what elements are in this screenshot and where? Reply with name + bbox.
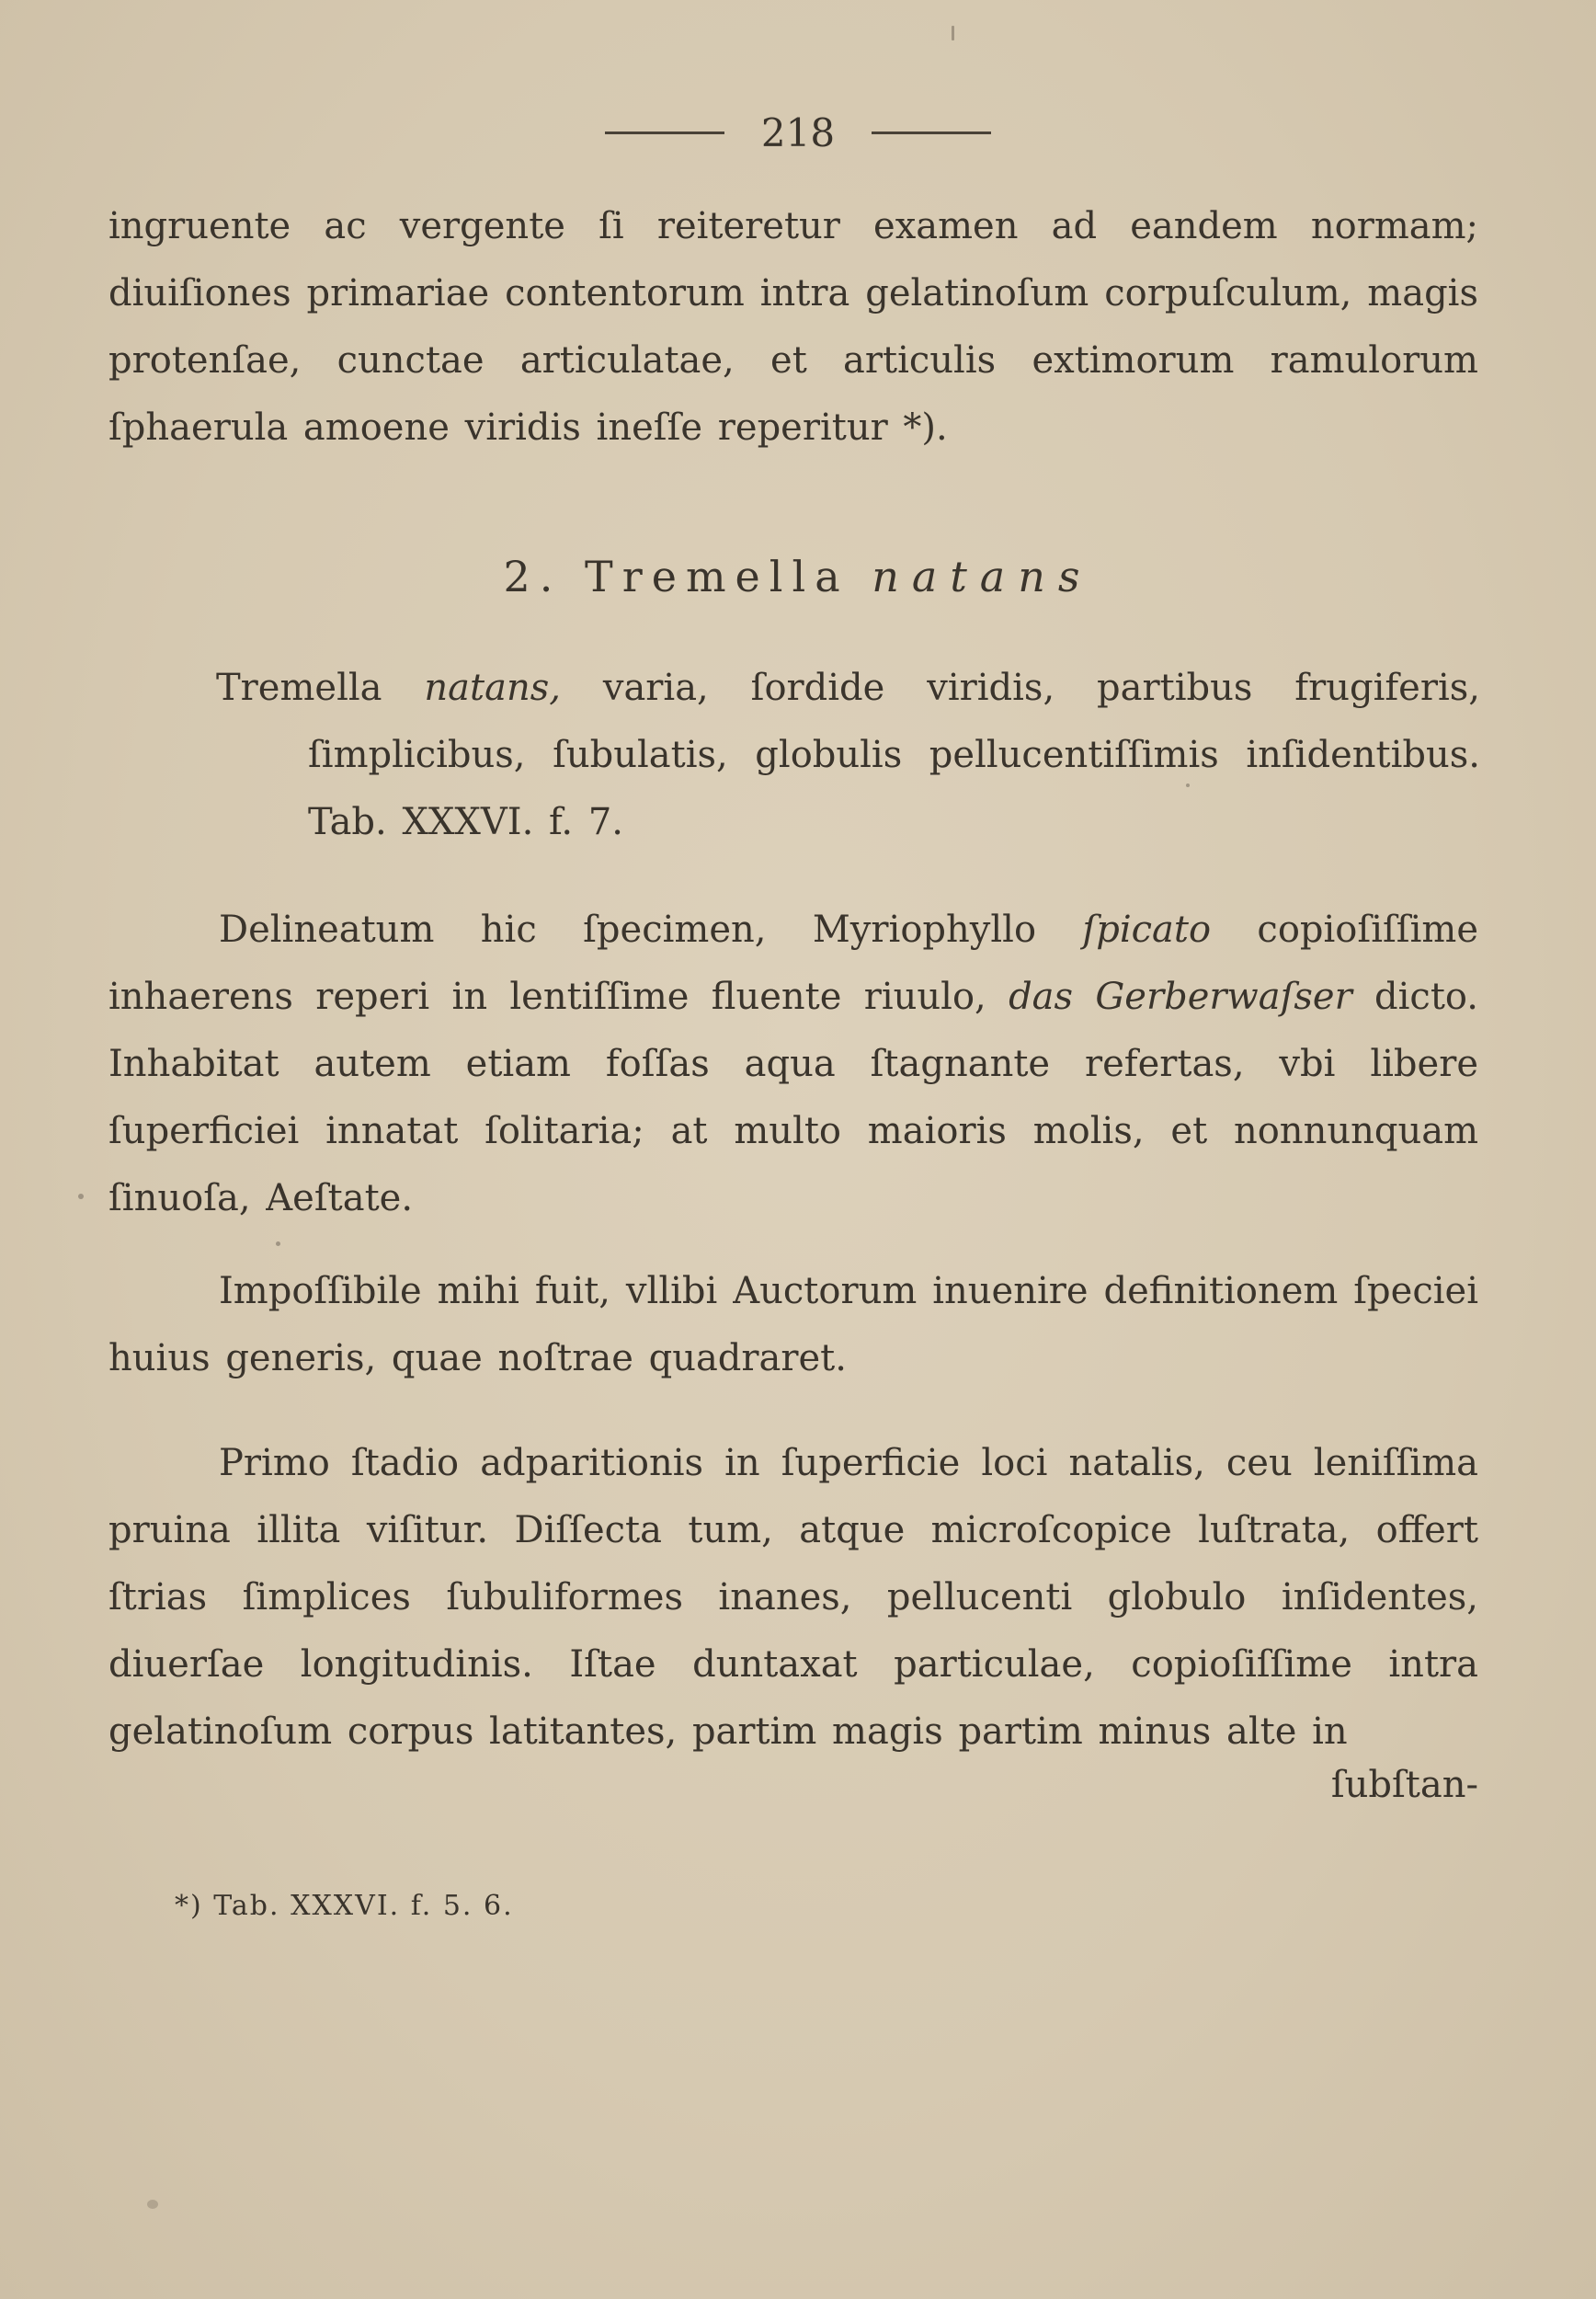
p2-text-c: dicto. Inhabitat autem etiam foſſas aqua ſtagnante refertas, vbi libere ſuperficiei innatat ſolitaria; at multo maioris molis, et nonnunquam ſinuoſa, Aeſtate. <box>108 976 1478 1219</box>
p2-italic-spicato: ſpicato <box>1082 909 1212 951</box>
paper-speck <box>276 1241 280 1246</box>
header-rule-left <box>605 132 724 134</box>
p2-text-b: copioſiſſime inhaerens reperi in lentiſſime fluente riuulo, <box>108 909 1478 1018</box>
definition-text: varia, ſordide viridis, partibus frugiferis, ſimplicibus, ſubulatis, globulis pellucentiſſimis inſidentibus. Tab. XXXVI. f. 7. <box>308 667 1480 843</box>
paragraph-delineatum <box>108 897 1478 1232</box>
p2-text-a: Delineatum hic ſpecimen, Myriophyllo <box>219 909 1037 951</box>
paragraph-continuation: ingruente ac vergente ſi reiteretur examen ad eandem normam; diuiſiones primariae contentorum intra gelatinoſum corpuſculum, magis protenſae, cunctae articulatae, et articulis extimorum ramulorum ſphaerula amoene viridis ineſſe reperitur *). <box>108 205 1478 449</box>
paper-speck <box>78 1194 84 1199</box>
p2-italic-gerberwasser: das Gerberwaſser <box>1009 976 1352 1018</box>
page-number: 218 <box>760 110 836 155</box>
paper-speck <box>952 26 954 40</box>
species-definition <box>216 655 1480 856</box>
paragraph-primo: Primo ſtadio adparitionis in ſuperficie loci natalis, ceu leniſſima pruina illita viſitur. Diſſecta tum, atque microſcopice luſtrata, offert ſtrias ſimplices ſubuliformes inanes, pellucenti globulo inſidentes, diuerſae longitudinis. Iſtae duntaxat particulae, copioſiſſime intra gelatinoſum corpus latitantes, partim magis partim minus alte in <box>108 1442 1478 1753</box>
paper-speck <box>147 2200 158 2209</box>
section-genus: Tremella <box>585 552 849 601</box>
section-number: 2. <box>503 552 563 601</box>
footnote: *) Tab. XXXVI. f. 5. 6. <box>175 1890 514 1922</box>
definition-species: natans, <box>424 667 561 709</box>
paragraph-impossibile: Impoſſibile mihi fuit, vllibi Auctorum inuenire definitionem ſpeciei huius generis, quae noſtrae quadraret. <box>108 1270 1478 1379</box>
catchword: ſubſtan- <box>1330 1764 1478 1806</box>
definition-genus: Tremella <box>216 667 382 709</box>
section-heading <box>0 552 1596 601</box>
page-header <box>0 110 1596 155</box>
header-rule-right <box>872 132 991 134</box>
section-species: natans <box>872 552 1093 601</box>
paper-speck <box>1186 783 1190 787</box>
